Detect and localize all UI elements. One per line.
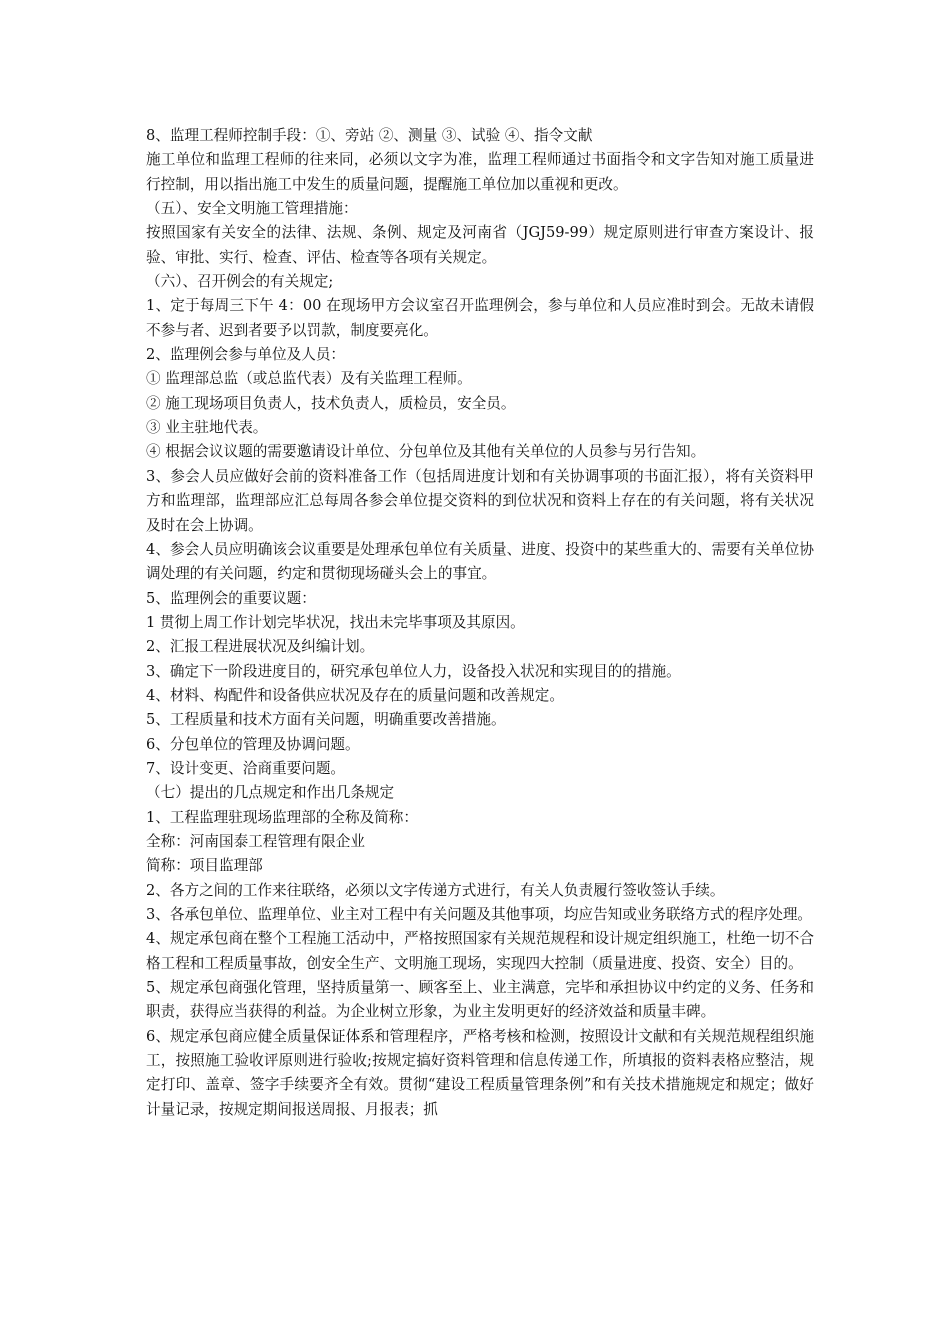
paragraph: 3、各承包单位、监理单位、业主对工程中有关问题及其他事项，均应告知或业务联络方式的程序处理。 [146,906,813,923]
paragraph: 2、监理例会参与单位及人员： [146,346,346,364]
section-heading: （六）、召开例会的有关规定; [146,273,334,291]
list-item: 7、设计变更、洽商重要问题。 [146,759,346,777]
list-item: ② 施工现场项目负责人，技术负责人，质检员，安全员。 [146,394,516,412]
paragraph: 按照国家有关安全的法律、法规、条例、规定及河南省（JGJ59-99）规定原则进行审查方案设计、报验、审批、实行、检查、评估、检查等各项有关规定。 [146,224,814,266]
paragraph: 1、工程监理驻现场监理部的全称及简称： [146,808,418,826]
paragraph: 8、监理工程师控制手段：①、旁站 ②、测量 ③、试验 ④、指令文献 [146,127,593,144]
list-item: ③ 业主驻地代表。 [146,419,268,437]
list-item: 2、汇报工程进展状况及纠编计划。 [146,638,375,656]
section-heading: （七）提出的几点规定和作出几条规定 [146,784,395,802]
document-body [146,124,814,1122]
paragraph: 1、定于每周三下午 4：00 在现场甲方会议室召开监理例会，参与单位和人员应准时到会。无故未请假不参与者、迟到者要予以罚款，制度要亮化。 [146,297,814,339]
list-item: ① 监理部总监（或总监代表）及有关监理工程师。 [146,370,472,388]
paragraph: 5、监理例会的重要议题： [146,589,316,607]
paragraph: 3、参会人员应做好会前的资料准备工作（包括周进度计划和有关协调事项的书面汇报），将有关资料甲方和监理部，监理部应汇总每周各参会单位提交资料的到位状况和资料上存在的有关问题，将有关状况及时在会上协调。 [146,467,814,534]
paragraph: 2、各方之间的工作来往联络，必须以文字传递方式进行，有关人负责履行签收签认手续。 [146,881,725,899]
list-item: 1 贯彻上周工作计划完毕状况，找出未完毕事项及其原因。 [146,613,525,631]
list-item: 4、材料、构配件和设备供应状况及存在的质量问题和改善规定。 [146,686,564,704]
paragraph: 4、规定承包商在整个工程施工活动中，严格按照国家有关规范规程和设计规定组织施工，杜绝一切不合格工程和工程质量事故，创安全生产、文明施工现场，实现四大控制（质量进度、投资、安全）目的。 [146,930,814,972]
paragraph: 施工单位和监理工程师的往来同，必须以文字为准，监理工程师通过书面指令和文字告知对施工质量进行控制，用以指出施工中发生的质量问题，提醒施工单位加以重视和更改。 [146,151,814,193]
paragraph: 4、参会人员应明确该会议重要是处理承包单位有关质量、进度、投资中的某些重大的、需要有关单位协调处理的有关问题，约定和贯彻现场碰头会上的事宜。 [146,540,814,583]
paragraph: 简称：项目监理部 [146,857,263,875]
paragraph: 全称：河南国泰工程管理有限企业 [146,832,365,850]
list-item: 6、分包单位的管理及协调问题。 [146,735,360,753]
paragraph: 6、规定承包商应健全质量保证体系和管理程序，严格考核和检测，按照设计文献和有关规范规程组织施工，按照施工验收评原则进行验收;按规定搞好资料管理和信息传递工作，所填报的资料表格应整洁，规定打印、盖章、签字手续要齐全有效。贯彻“建设工程质量管理条例”和有关技术措施规定和规定；做好计量记录，按规定期间报送周报、月报表；抓 [146,1027,814,1118]
list-item: 5、工程质量和技术方面有关问题，明确重要改善措施。 [146,711,506,729]
list-item: 3、确定下一阶段进度目的，研究承包单位人力，设备投入状况和实现目的的措施。 [146,662,681,680]
list-item: ④ 根据会议议题的需要邀请设计单位、分包单位及其他有关单位的人员参与另行告知。 [146,443,706,461]
section-heading: （五）、安全文明施工管理措施： [146,200,358,218]
paragraph: 5、规定承包商强化管理，坚持质量第一、顾客至上、业主满意，完毕和承担协议中约定的义务、任务和职责，获得应当获得的利益。为企业树立形象，为业主发明更好的经济效益和质量丰碑。 [146,979,814,1021]
